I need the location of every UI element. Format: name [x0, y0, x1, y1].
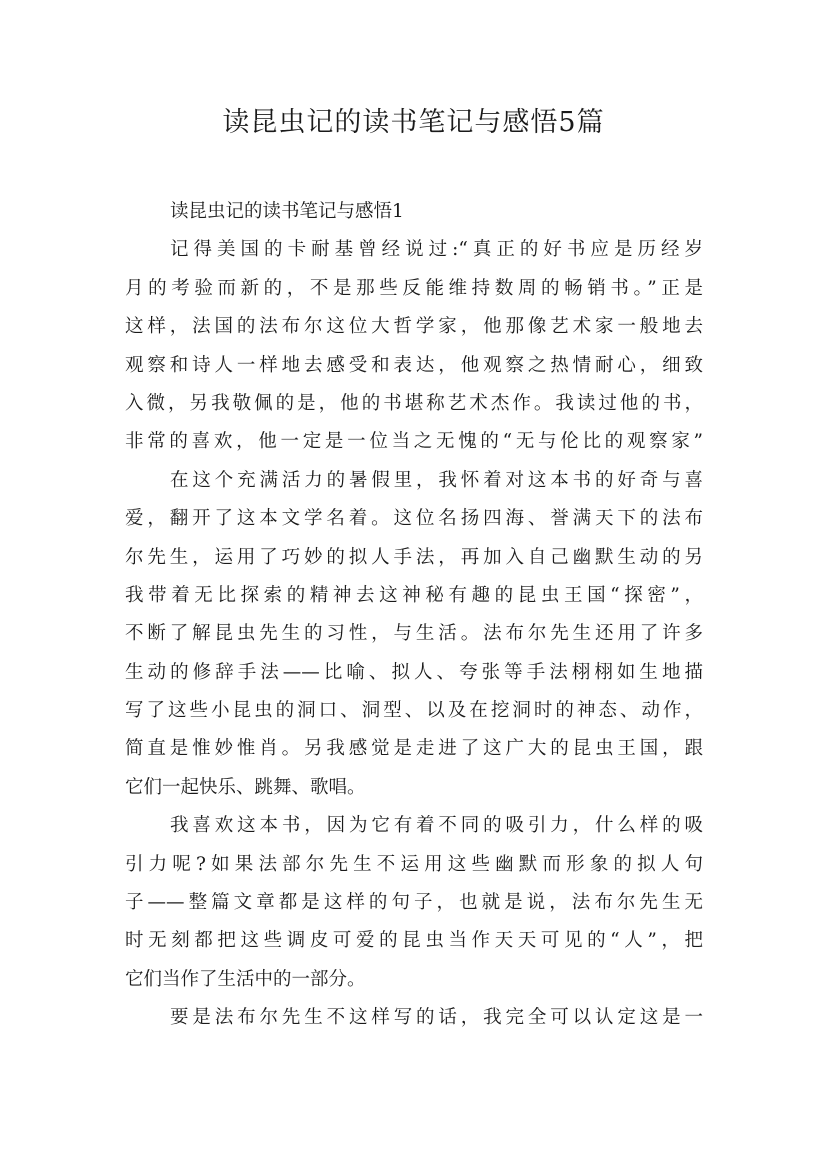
paragraph-line: 记得美国的卡耐基曾经说过:“真正的好书应是历经岁	[170, 239, 703, 261]
paragraph-line: 月的考验而新的，不是那些反能维持数周的畅销书。”正是	[125, 277, 703, 299]
paragraph-line: 它们当作了生活中的一部分。	[125, 968, 366, 990]
paragraph-line: 不断了解昆虫先生的习性，与生活。法布尔先生还用了许多	[125, 623, 703, 645]
paragraph-line: 引力呢?如果法部尔先生不运用这些幽默而形象的拟人句	[125, 853, 703, 875]
paragraph-line: 时无刻都把这些调皮可爱的昆虫当作天天可见的“人”，把	[125, 930, 703, 952]
paragraph-line: 简直是惟妙惟肖。另我感觉是走进了这广大的昆虫王国，跟	[125, 738, 703, 760]
paragraph-line: 子——整篇文章都是这样的句子，也就是说，法布尔先生无	[125, 892, 703, 914]
paragraph-line: 这样，法国的法布尔这位大哲学家，他那像艺术家一般地去	[125, 316, 703, 338]
document-title: 读昆虫记的读书笔记与感悟5篇	[222, 107, 605, 138]
paragraph-line: 生动的修辞手法——比喻、拟人、夸张等手法栩栩如生地描	[125, 661, 703, 683]
section-heading: 读昆虫记的读书笔记与感悟1	[170, 201, 404, 222]
paragraph-line: 观察和诗人一样地去感受和表达，他观察之热情耐心，细致	[125, 354, 703, 376]
paragraph-line: 爱，翻开了这本文学名着。这位名扬四海、誉满天下的法布	[125, 508, 703, 530]
paragraph-line: 尔先生，运用了巧妙的拟人手法，再加入自己幽默生动的另	[125, 546, 703, 568]
paragraph-line: 要是法布尔先生不这样写的话，我完全可以认定这是一	[170, 1007, 703, 1029]
paragraph-line: 我带着无比探索的精神去这神秘有趣的昆虫王国“探密”，	[125, 584, 703, 606]
paragraph-line: 写了这些小昆虫的洞口、洞型、以及在挖洞时的神态、动作，	[125, 700, 703, 722]
paragraph-line: 它们一起快乐、跳舞、歌唱。	[125, 776, 366, 798]
paragraph-line: 我喜欢这本书，因为它有着不同的吸引力，什么样的吸	[170, 815, 703, 837]
paragraph-line: 入微，另我敬佩的是，他的书堪称艺术杰作。我读过他的书，	[125, 392, 703, 414]
document-body	[125, 193, 703, 1038]
paragraph-line: 非常的喜欢，他一定是一位当之无愧的“无与伦比的观察家”	[125, 431, 703, 453]
paragraph-line: 在这个充满活力的暑假里，我怀着对这本书的好奇与喜	[170, 469, 703, 491]
